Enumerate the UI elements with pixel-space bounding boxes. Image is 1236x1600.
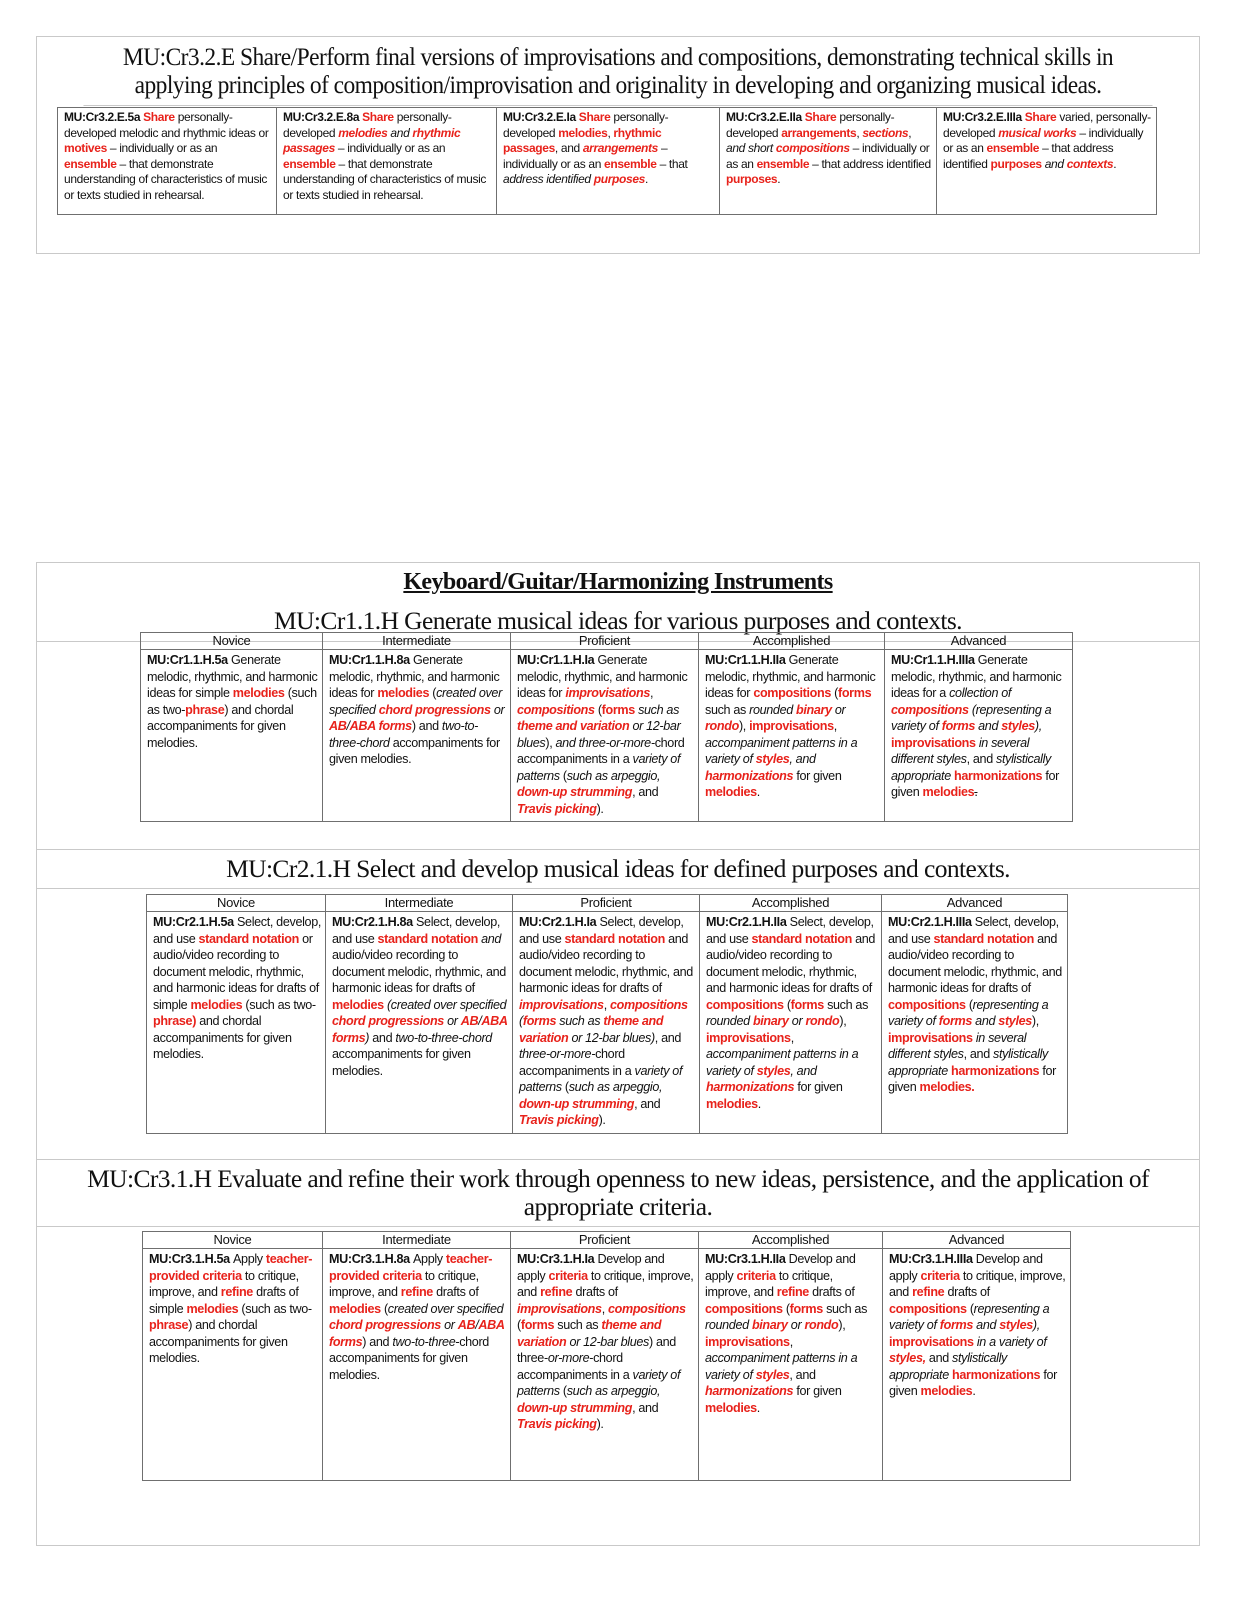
standard-block-cr3-2-e xyxy=(36,36,1200,254)
cell-accomplished: MU:Cr1.1.H.IIa Generate melodic, rhythmic, and harmonic ideas for compositions (forms such as rounded binary or rondo), improvisations, accompaniment patterns in a variety of styles, and harmonizations for given melodies. xyxy=(699,650,885,822)
level-table xyxy=(57,107,1157,215)
cell-intermediate: MU:Cr1.1.H.8a Generate melodic, rhythmic, and harmonic ideas for melodies (created over specified chord progressions or AB/ABA forms) and two-to-three-chord accompaniments for given melodies. xyxy=(323,650,511,822)
cell-advanced: MU:Cr2.1.H.IIIa Select, develop, and use standard notation and audio/video recording to document melodic, rhythmic, and harmonic ideas for drafts of compositions (representing a variety of forms and styles), improvisations in several different styles, and stylistically appropriate harmonizations for given melodies. xyxy=(882,912,1068,1134)
level-header-novice: Novice xyxy=(141,633,323,650)
level-header-intermediate: Intermediate xyxy=(323,1232,511,1249)
level-header-advanced: Advanced xyxy=(882,895,1068,912)
cell-novice: MU:Cr2.1.H.5a Select, develop, and use standard notation or audio/video recording to document melodic, rhythmic, and harmonic ideas for drafts of simple melodies (such as two-phrase) and chordal accompaniments for given melodies. xyxy=(147,912,326,1134)
level-header-accomplished: Accomplished xyxy=(699,633,885,650)
cell-accomplished: MU:Cr3.1.H.IIa Develop and apply criteria to critique, improve, and refine drafts of compositions (forms such as rounded binary or rondo), improvisations, accompaniment patterns in a variety of styles, and harmonizations for given melodies. xyxy=(699,1249,883,1481)
cell-advanced: MU:Cr3.2.E.IIIa Share varied, personally-developed musical works – individually or as an ensemble – that address identified purposes and contexts. xyxy=(937,108,1157,215)
section-title-cr3-1-h xyxy=(37,1159,1199,1227)
level-table-cr2-1-h xyxy=(146,894,1068,1134)
cell-intermediate: MU:Cr2.1.H.8a Select, develop, and use standard notation and audio/video recording to document melodic, rhythmic, and harmonic ideas for drafts of melodies (created over specified chord progressions or AB/ABA forms) and two-to-three-chord accompaniments for given melodies. xyxy=(326,912,513,1134)
section-title-text: MU:Cr1.1.H Generate musical ideas for various purposes and contexts. xyxy=(274,606,962,635)
cell-novice: MU:Cr1.1.H.5a Generate melodic, rhythmic, and harmonic ideas for simple melodies (such as two-phrase) and chordal accompaniments for given melodies. xyxy=(141,650,323,822)
cell-accomplished: MU:Cr2.1.H.IIa Select, develop, and use standard notation and audio/video recording to document melodic, rhythmic, and harmonic ideas for drafts of compositions (forms such as rounded binary or rondo), improvisations, accompaniment patterns in a variety of styles, and harmonizations for given melodies. xyxy=(700,912,882,1134)
level-header-accomplished: Accomplished xyxy=(699,1232,883,1249)
cell-novice: MU:Cr3.1.H.5a Apply teacher-provided criteria to critique, improve, and refine drafts of simple melodies (such as two-phrase) and chordal accompaniments for given melodies. xyxy=(143,1249,323,1481)
level-header-proficient: Proficient xyxy=(513,895,700,912)
section-title-cr2-1-h xyxy=(37,849,1199,889)
cell-proficient: MU:Cr3.2.E.Ia Share personally-developed melodies, rhythmic passages, and arrangements – individually or as an ensemble – that address identified purposes. xyxy=(497,108,720,215)
level-header-advanced: Advanced xyxy=(883,1232,1071,1249)
level-header-proficient: Proficient xyxy=(511,1232,699,1249)
level-header-accomplished: Accomplished xyxy=(700,895,882,912)
section-title-text: MU:Cr2.1.H Select and develop musical ideas for defined purposes and contexts. xyxy=(226,854,1010,883)
level-header-proficient: Proficient xyxy=(511,633,699,650)
level-header-novice: Novice xyxy=(147,895,326,912)
instrument-heading: Keyboard/Guitar/Harmonizing Instruments xyxy=(37,563,1199,602)
cell-advanced: MU:Cr3.1.H.IIIa Develop and apply criteria to critique, improve, and refine drafts of compositions (representing a variety of forms and styles), improvisations in a variety of styles, and stylistically appropriate harmonizations for given melodies. xyxy=(883,1249,1071,1481)
instrument-block-keyboard-guitar xyxy=(36,562,1200,1546)
level-table-cr3-1-h xyxy=(142,1231,1071,1481)
level-header-intermediate: Intermediate xyxy=(323,633,511,650)
level-header-advanced: Advanced xyxy=(885,633,1073,650)
cell-accomplished: MU:Cr3.2.E.IIa Share personally-developed arrangements, sections, and short compositions – individually or as an ensemble – that address identified purposes. xyxy=(720,108,937,215)
level-header-novice: Novice xyxy=(143,1232,323,1249)
standard-title xyxy=(83,37,1152,106)
section-title-text: MU:Cr3.1.H Evaluate and refine their work through openness to new ideas, persistence, and the application of appropriate criteria. xyxy=(87,1164,1149,1221)
level-table-cr1-1-h xyxy=(140,632,1073,822)
level-header-intermediate: Intermediate xyxy=(326,895,513,912)
cell-proficient: MU:Cr2.1.H.Ia Select, develop, and use standard notation and audio/video recording to document melodic, rhythmic, and harmonic ideas for drafts of improvisations, compositions (forms such as theme and variation or 12-bar blues), and three-or-more-chord accompaniments in a variety of patterns (such as arpeggio, down-up strumming, and Travis picking). xyxy=(513,912,700,1134)
cell-proficient: MU:Cr3.1.H.Ia Develop and apply criteria to critique, improve, and refine drafts of improvisations, compositions (forms such as theme and variation or 12-bar blues) and three-or-more-chord accompaniments in a variety of patterns (such as arpeggio, down-up strumming, and Travis picking). xyxy=(511,1249,699,1481)
cell-intermediate: MU:Cr3.2.E.8a Share personally-developed melodies and rhythmic passages – individually or as an ensemble – that demonstrate understanding of characteristics of music or texts studied in rehearsal. xyxy=(277,108,497,215)
standard-title-text: MU:Cr3.2.E Share/Perform final versions of improvisations and compositions, demonstrating technical skills in applying principles of composition/improvisation and originality in developing and organizing musical ideas. xyxy=(122,42,1114,99)
cell-proficient: MU:Cr1.1.H.Ia Generate melodic, rhythmic, and harmonic ideas for improvisations, compositions (forms such as theme and variation or 12-bar blues), and three-or-more-chord accompaniments in a variety of patterns (such as arpeggio, down-up strumming, and Travis picking). xyxy=(511,650,699,822)
cell-novice: MU:Cr3.2.E.5a Share personally-developed melodic and rhythmic ideas or motives – individually or as an ensemble – that demonstrate understanding of characteristics of music or texts studied in rehearsal. xyxy=(58,108,277,215)
cell-advanced: MU:Cr1.1.H.IIIa Generate melodic, rhythmic, and harmonic ideas for a collection of compositions (representing a variety of forms and styles), improvisations in several different styles, and stylistically appropriate harmonizations for given melodies. xyxy=(885,650,1073,822)
cell-intermediate: MU:Cr3.1.H.8a Apply teacher-provided criteria to critique, improve, and refine drafts of melodies (created over specified chord progressions or AB/ABA forms) and two-to-three-chord accompaniments for given melodies. xyxy=(323,1249,511,1481)
